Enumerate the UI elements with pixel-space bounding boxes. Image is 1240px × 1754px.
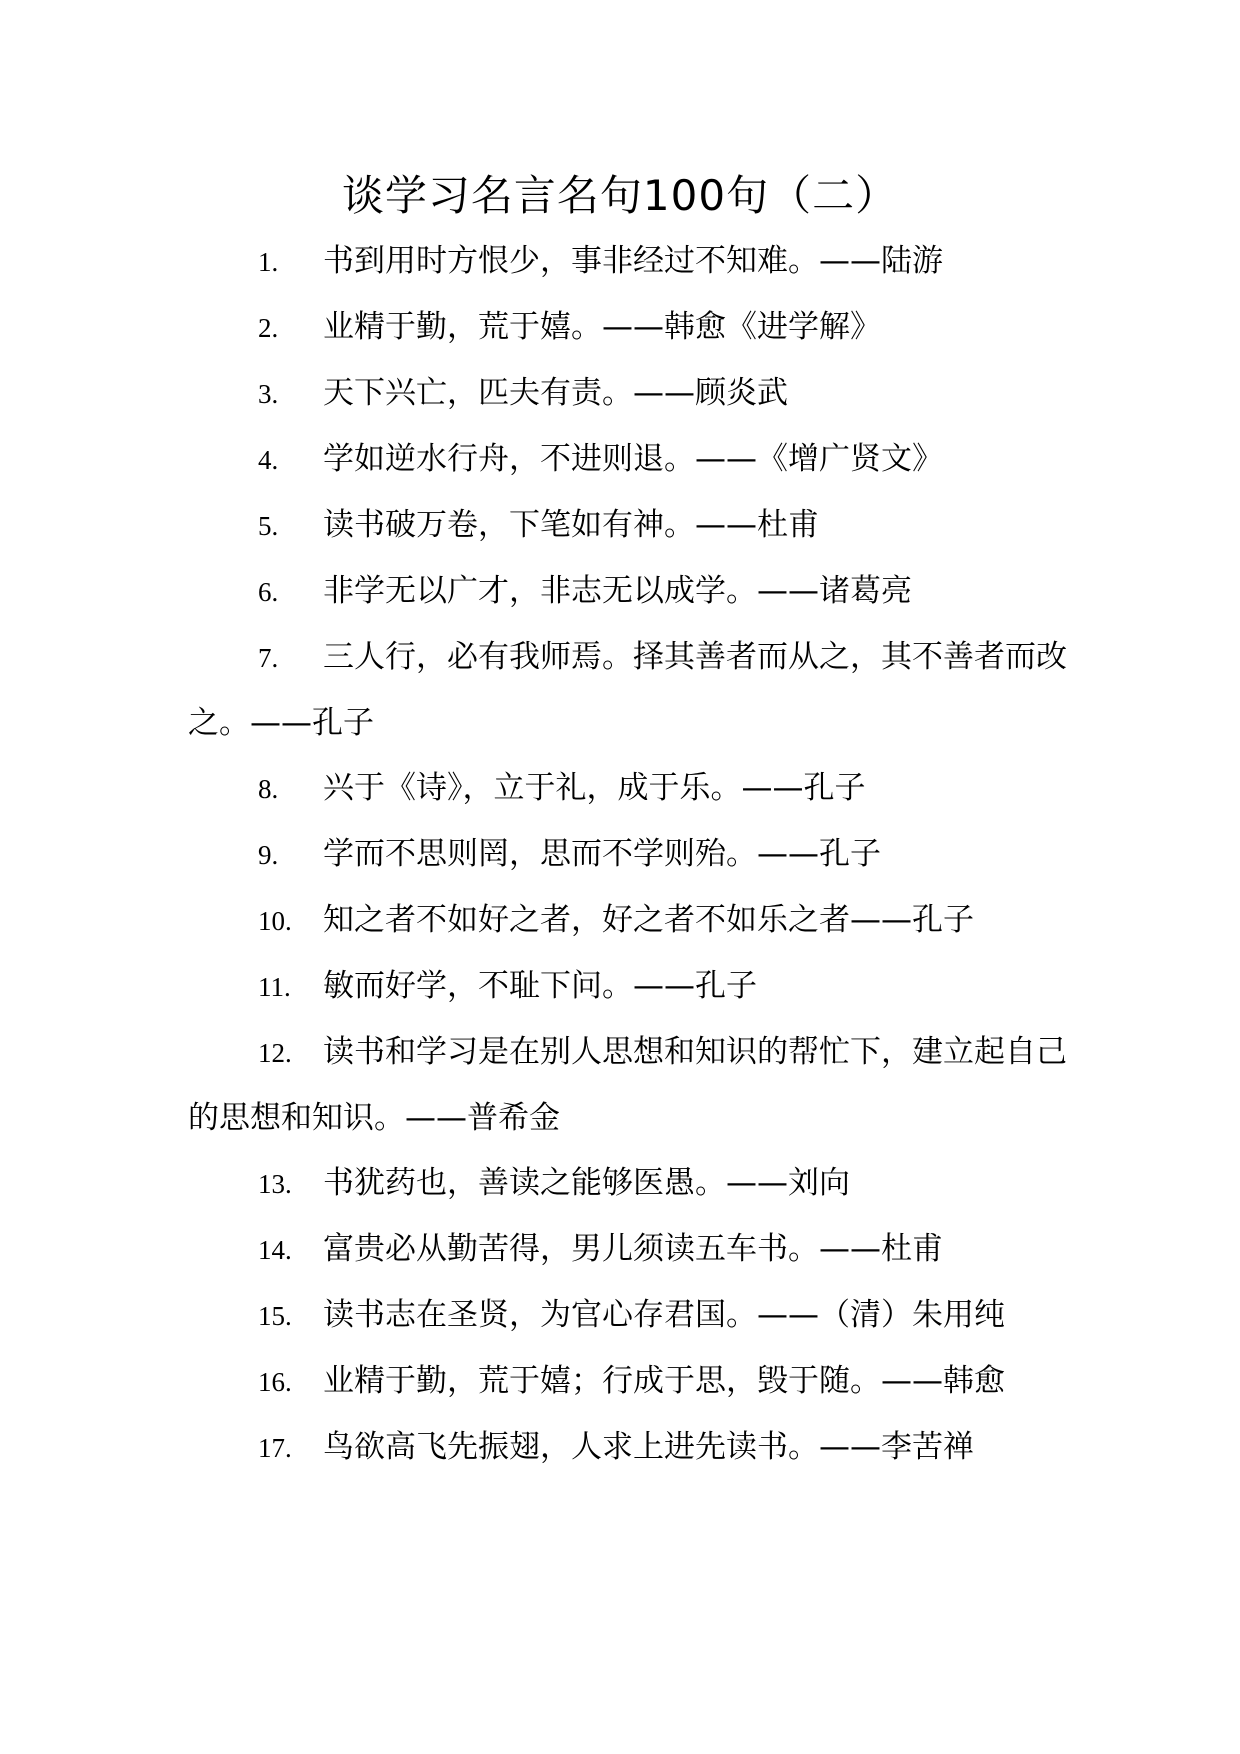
item-number: 12. — [258, 1038, 292, 1068]
list-item — [188, 1020, 1068, 1151]
item-number: 16. — [258, 1367, 292, 1397]
item-number: 10. — [258, 906, 292, 936]
item-number: 14. — [258, 1235, 292, 1265]
item-number: 5. — [258, 511, 279, 541]
page-title: 谈学习名言名句100句（二） — [341, 171, 899, 220]
item-number: 2. — [258, 313, 279, 343]
item-text: 读书破万卷，下笔如有神。——杜甫 — [323, 507, 819, 543]
quote-list — [188, 229, 1068, 1481]
item-text: 兴于《诗》，立于礼，成于乐。——孔子 — [323, 770, 866, 806]
item-number: 4. — [258, 445, 279, 475]
item-number: 1. — [258, 247, 279, 277]
list-item — [188, 1415, 1068, 1481]
item-text: 富贵必从勤苦得，男儿须读五车书。——杜甫 — [323, 1231, 943, 1267]
item-text: 非学无以广才，非志无以成学。——诸葛亮 — [323, 573, 912, 609]
list-item — [188, 1151, 1068, 1217]
list-item — [188, 1283, 1068, 1349]
item-number: 15. — [258, 1301, 292, 1331]
item-text: 敏而好学，不耻下问。——孔子 — [323, 968, 757, 1004]
list-item — [188, 756, 1068, 822]
list-item — [188, 493, 1068, 559]
item-text: 三人行，必有我师焉。择其善者而从之，其不善者而改之。——孔子 — [188, 639, 1067, 741]
item-text: 读书和学习是在别人思想和知识的帮忙下，建立起自己的思想和知识。——普希金 — [188, 1034, 1067, 1136]
list-item — [188, 954, 1068, 1020]
list-item — [188, 559, 1068, 625]
item-text: 学而不思则罔，思而不学则殆。——孔子 — [323, 836, 881, 872]
list-item — [188, 229, 1068, 295]
list-item — [188, 295, 1068, 361]
item-text: 学如逆水行舟，不进则退。——《增广贤文》 — [323, 441, 943, 477]
item-text: 业精于勤，荒于嬉；行成于思，毁于随。——韩愈 — [323, 1363, 1005, 1399]
item-number: 6. — [258, 577, 279, 607]
item-text: 读书志在圣贤，为官心存君国。——（清）朱用纯 — [323, 1297, 1005, 1333]
list-item — [188, 1349, 1068, 1415]
list-item — [188, 625, 1068, 756]
list-item — [188, 427, 1068, 493]
list-item — [188, 822, 1068, 888]
item-number: 8. — [258, 774, 279, 804]
item-text: 鸟欲高飞先振翅，人求上进先读书。——李苦禅 — [323, 1429, 974, 1465]
list-item — [188, 361, 1068, 427]
item-number: 9. — [258, 840, 279, 870]
item-text: 业精于勤，荒于嬉。——韩愈《进学解》 — [323, 309, 881, 345]
item-text: 知之者不如好之者，好之者不如乐之者——孔子 — [323, 902, 974, 938]
item-number: 7. — [258, 643, 279, 673]
item-text: 书到用时方恨少，事非经过不知难。——陆游 — [323, 243, 943, 279]
item-number: 11. — [258, 972, 291, 1002]
item-number: 17. — [258, 1433, 292, 1463]
item-text: 天下兴亡，匹夫有责。——顾炎武 — [323, 375, 788, 411]
list-item — [188, 888, 1068, 954]
item-number: 13. — [258, 1169, 292, 1199]
list-item — [188, 1217, 1068, 1283]
item-text: 书犹药也，善读之能够医愚。——刘向 — [323, 1165, 850, 1201]
item-number: 3. — [258, 379, 279, 409]
